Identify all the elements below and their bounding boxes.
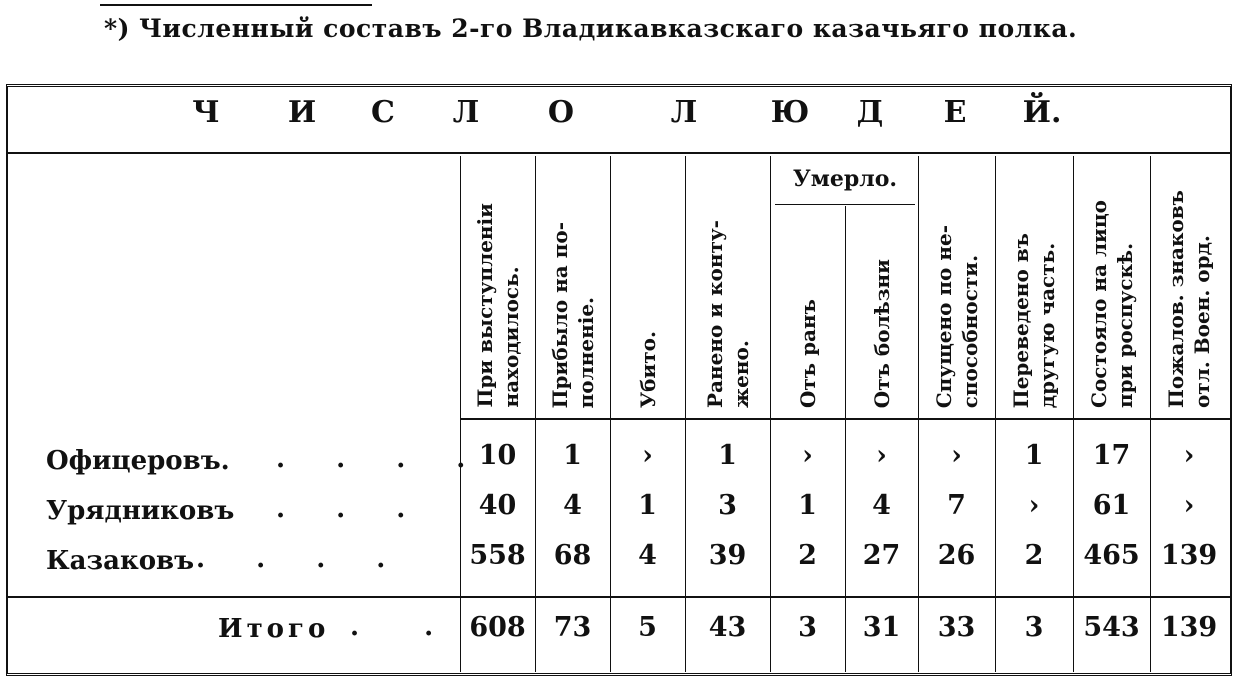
table-cell: › — [1183, 490, 1195, 521]
header-letter: Ч — [192, 95, 220, 130]
header-letter: Ю — [770, 95, 810, 130]
column-header — [610, 164, 685, 408]
table-cell: 5 — [638, 612, 657, 643]
table-cell: 39 — [708, 540, 747, 571]
column-header — [685, 164, 770, 408]
leader-dots: . . . . — [196, 544, 386, 574]
table-cell: 43 — [708, 612, 747, 643]
header-letter: Д — [856, 95, 884, 130]
table-cell: 139 — [1160, 612, 1218, 643]
table-cell: › — [642, 440, 653, 471]
row-label: Офицеровъ. — [46, 446, 230, 476]
header-letter: Л — [452, 95, 480, 130]
group-header-died: Умерло. — [792, 166, 898, 192]
table-cell: 26 — [937, 540, 976, 571]
column-header — [918, 164, 995, 408]
footnote-rule — [100, 4, 372, 6]
table-cell: 40 — [478, 490, 517, 521]
table-cell: 17 — [1092, 440, 1131, 471]
header-letter: Й. — [1022, 95, 1062, 130]
column-header-label: Ранено и конту- жено. — [702, 219, 753, 408]
leader-dots: . . . — [276, 494, 406, 524]
table-cell: 68 — [553, 540, 592, 571]
table-cell: › — [1028, 490, 1040, 521]
column-rule — [535, 156, 536, 672]
column-header — [770, 210, 845, 408]
table-cell: 7 — [947, 490, 966, 521]
column-header-label: Прибыло на по- полненіе. — [547, 221, 598, 408]
header-letter: Е — [943, 95, 967, 130]
table-cell: 10 — [478, 440, 517, 471]
table-cell: 27 — [862, 540, 901, 571]
column-rule — [845, 206, 846, 672]
column-header-label: Отъ болѣзни — [869, 258, 894, 408]
leader-dots: . . — [350, 612, 434, 642]
table-cell: › — [951, 440, 962, 471]
column-header — [1150, 164, 1228, 408]
column-header — [995, 164, 1073, 408]
column-rule — [1150, 156, 1151, 672]
table-caption: *) Численный составъ 2-го Владикавказскаго казачьяго полка. — [104, 14, 1078, 43]
table-cell: › — [802, 440, 813, 471]
total-rule — [8, 596, 1230, 598]
table-cell: 1 — [718, 440, 737, 471]
header-letter: И — [287, 95, 317, 130]
table-cell: 4 — [563, 490, 582, 521]
column-rule — [918, 156, 919, 672]
table-cell: › — [876, 440, 887, 471]
row-label: Урядниковъ — [46, 496, 235, 526]
table-cell: 2 — [1024, 540, 1044, 571]
column-rule — [685, 156, 686, 672]
table-cell: 543 — [1083, 612, 1140, 643]
table-cell: 61 — [1092, 490, 1131, 521]
table-cell: 1 — [1024, 440, 1044, 471]
table-cell: 31 — [862, 612, 901, 643]
column-rule — [610, 156, 611, 672]
column-header-label: При выступленіи находилось. — [472, 203, 523, 408]
table-cell: 608 — [469, 612, 526, 643]
column-header — [535, 164, 610, 408]
column-header — [1073, 164, 1150, 408]
table-cell: 1 — [638, 490, 657, 521]
table-cell: 33 — [937, 612, 976, 643]
table-cell: 3 — [718, 490, 737, 521]
column-rule — [1073, 156, 1074, 672]
table-cell: 2 — [798, 540, 817, 571]
group-rule — [775, 204, 915, 205]
column-header — [845, 210, 918, 408]
row-label: Казаковъ — [46, 546, 195, 576]
table-cell: 139 — [1160, 540, 1218, 571]
leader-dots: . . . . — [276, 444, 466, 474]
column-header-label: Переведено въ другую часть. — [1009, 232, 1059, 408]
table-cell: › — [1183, 440, 1195, 471]
table-cell: 1 — [563, 440, 582, 471]
table-cell: 3 — [1024, 612, 1044, 643]
table-cell: 4 — [872, 490, 891, 521]
header-rule — [8, 152, 1230, 154]
table-cell: 558 — [469, 540, 526, 571]
column-header-label: Спущено по не- способности. — [931, 224, 982, 408]
column-header-label: Пожалов. знаковъ отл. Воен. орд. — [1164, 189, 1214, 408]
column-rule — [995, 156, 996, 672]
column-header-label: Отъ ранъ — [795, 298, 820, 408]
column-rule — [460, 156, 461, 672]
table-cell: 1 — [798, 490, 817, 521]
table-cell: 73 — [553, 612, 592, 643]
column-rule — [770, 156, 771, 672]
table-cell: 4 — [638, 540, 657, 571]
column-header — [460, 164, 535, 408]
table-cell: 3 — [798, 612, 817, 643]
header-letter: О — [547, 95, 575, 130]
header-letter: Л — [670, 95, 698, 130]
table-cell: 465 — [1083, 540, 1140, 571]
column-header-label: Состояло на лицо при роспускѣ. — [1086, 200, 1137, 408]
header-letter: С — [371, 95, 395, 130]
column-header-label: Убито. — [635, 330, 660, 408]
total-label: Итого — [218, 614, 330, 644]
